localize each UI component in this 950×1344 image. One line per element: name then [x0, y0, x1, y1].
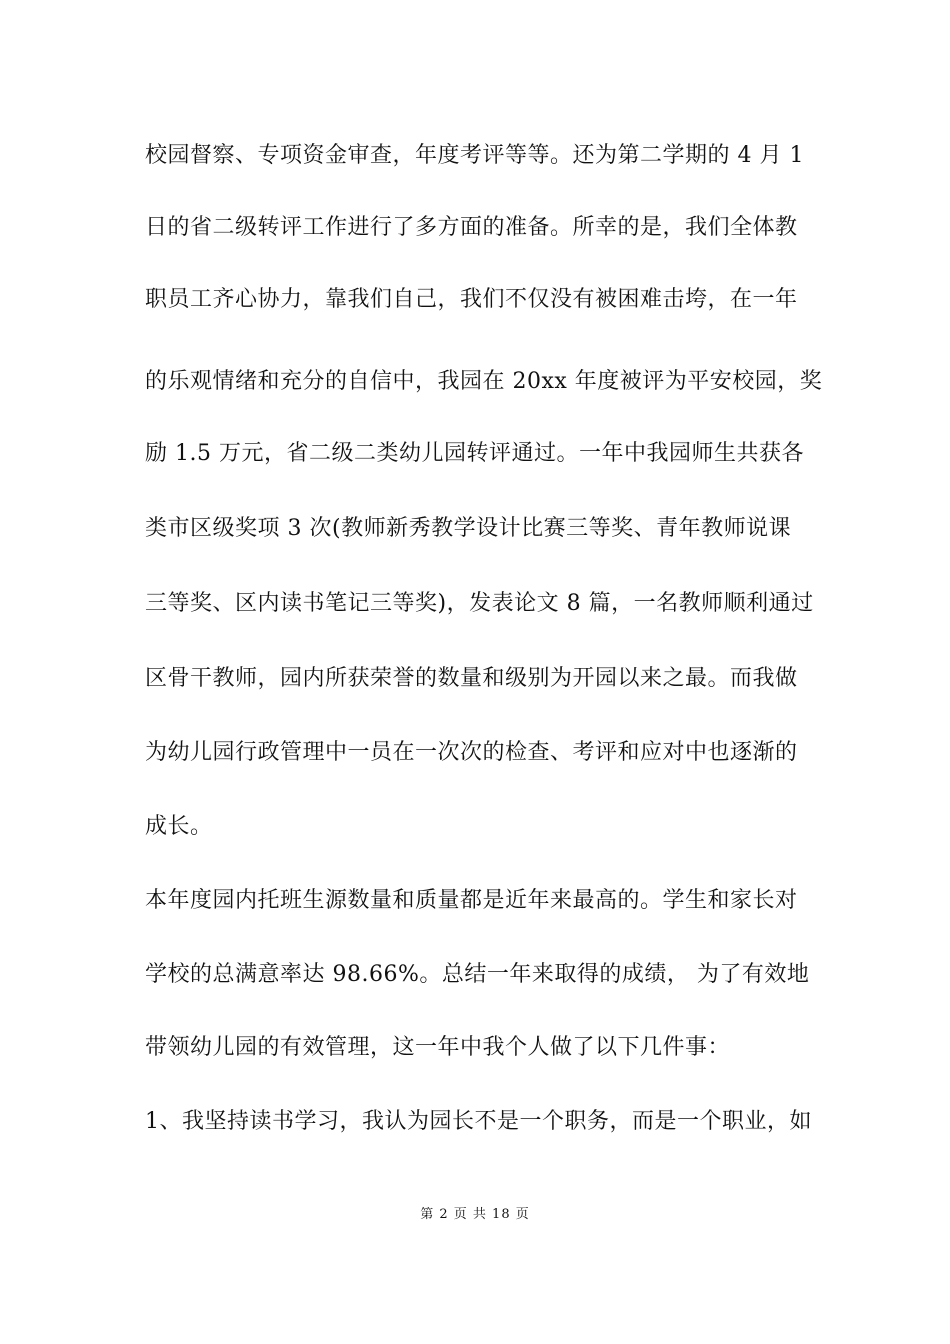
paragraph-line: 校园督察、专项资金审查，年度考评等等。还为第二学期的 4 月 1	[145, 143, 804, 168]
paragraph-line: 三等奖、区内读书笔记三等奖)，发表论文 8 篇，一名教师顺利通过	[145, 591, 814, 616]
paragraph-line: 区骨干教师，园内所获荣誉的数量和级别为开园以来之最。而我做	[145, 666, 798, 691]
paragraph-line: 本年度园内托班生源数量和质量都是近年来最高的。学生和家长对	[145, 888, 798, 913]
paragraph-line: 为幼儿园行政管理中一员在一次次的检查、考评和应对中也逐渐的	[145, 740, 798, 765]
paragraph-line: 励 1.5 万元，省二级二类幼儿园转评通过。一年中我园师生共获各	[145, 441, 804, 466]
page-number-footer: 第 2 页 共 18 页	[420, 1207, 530, 1222]
paragraph-line: 职员工齐心协力，靠我们自己，我们不仅没有被困难击垮，在一年	[145, 287, 798, 312]
paragraph-line: 1、我坚持读书学习，我认为园长不是一个职务，而是一个职业，如	[145, 1109, 812, 1134]
paragraph-line: 学校的总满意率达 98.66%。总结一年来取得的成绩， 为了有效地	[145, 962, 810, 987]
paragraph-line: 带领幼儿园的有效管理，这一年中我个人做了以下几件事：	[145, 1035, 731, 1060]
paragraph-line: 日的省二级转评工作进行了多方面的准备。所幸的是，我们全体教	[145, 215, 798, 240]
paragraph-line: 的乐观情绪和充分的自信中，我园在 20xx 年度被评为平安校园，奖	[145, 369, 823, 394]
paragraph-line: 成长。	[145, 814, 213, 839]
paragraph-line: 类市区级奖项 3 次(教师新秀教学设计比赛三等奖、青年教师说课	[145, 516, 792, 541]
